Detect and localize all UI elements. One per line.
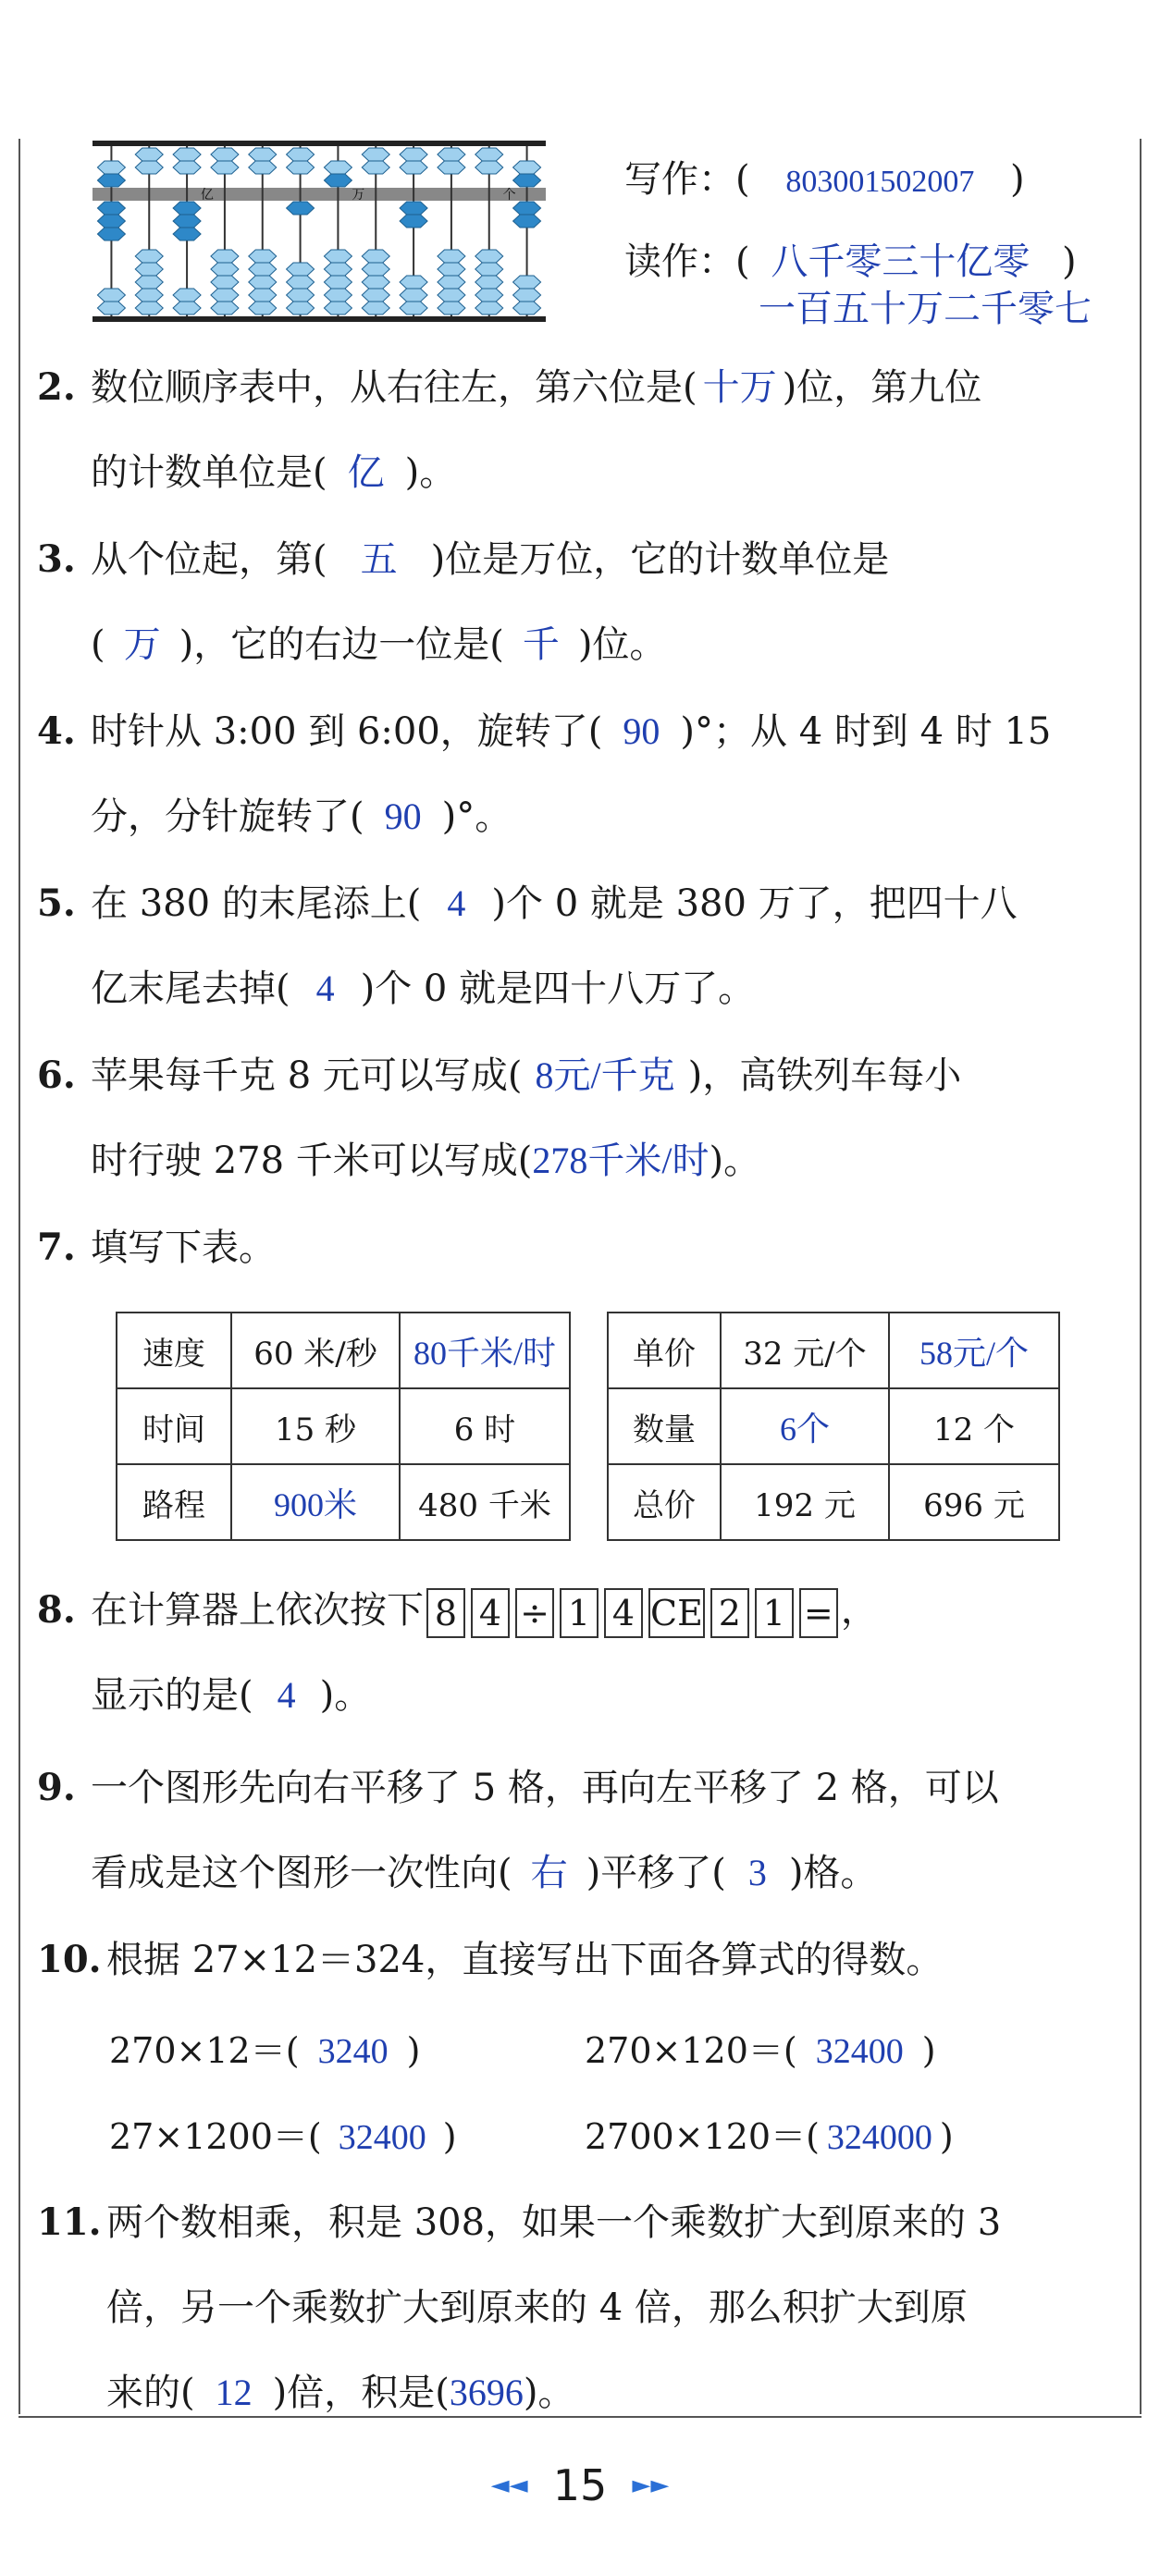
abacus-bead <box>173 148 201 161</box>
abacus-bead <box>97 215 125 228</box>
table-row: 数量 6个 12 个 <box>608 1388 1059 1464</box>
calculator-key: 4 <box>604 1588 643 1638</box>
abacus-bead <box>97 302 125 314</box>
calc-item: 270×12＝( 3240 ) <box>109 2030 421 2071</box>
abacus-bead <box>438 302 465 314</box>
calculator-key: 4 <box>471 1588 510 1638</box>
abacus-bead <box>211 250 239 263</box>
calculator-key: = <box>799 1588 838 1638</box>
abacus-bead <box>513 276 541 289</box>
abacus-bead <box>324 302 352 314</box>
calculator-key: CE <box>648 1588 705 1638</box>
abacus-bead <box>211 161 239 174</box>
q1-write-row: 写作：( 803001502007 ) <box>624 158 1025 201</box>
calc-answer: 32400 <box>338 2118 426 2157</box>
abacus-bead <box>362 161 389 174</box>
abacus-bead <box>173 215 201 228</box>
abacus-bead <box>362 276 389 289</box>
q5-answer-2: 4 <box>315 968 335 1009</box>
table-row: 时间 15 秒 6 时 <box>117 1388 570 1464</box>
abacus-bead <box>362 302 389 314</box>
abacus-bead <box>173 228 201 240</box>
question-9: 9. 一个图形先向右平移了 5 格，再向左平移了 2 格，可以 看成是这个图形一次性向( 右 )平移了( 3 )格。 <box>37 1766 999 1894</box>
abacus-bead <box>324 174 352 187</box>
bottom-rule <box>19 2416 1141 2418</box>
abacus-place-label: 万 <box>352 188 365 203</box>
q3-answer-2: 万 <box>123 623 161 665</box>
unit-price-answer: 58元/个 <box>889 1313 1059 1388</box>
q1-read-row: 读作：( 八千零三十亿零 ) <box>624 240 1077 283</box>
q4-answer-2: 90 <box>384 795 422 837</box>
q3-answer-3: 千 <box>522 623 560 665</box>
distance-answer: 900米 <box>231 1464 400 1540</box>
q4-answer-1: 90 <box>623 710 660 752</box>
abacus-bead <box>211 148 239 161</box>
abacus-bead <box>438 148 465 161</box>
abacus-bead <box>438 263 465 276</box>
abacus-bead <box>324 161 352 174</box>
table-row: 单价 32 元/个 58元/个 <box>608 1313 1059 1388</box>
q2-answer-2: 亿 <box>347 451 385 493</box>
question-5: 5. 在 380 的末尾添上( 4 )个 0 就是 380 万了，把四十八 亿末尾去掉( 4 )个 0 就是四十八万了。 <box>37 881 1018 1010</box>
calc-answer: 324000 <box>826 2118 932 2157</box>
next-arrows-icon: ►► <box>632 2471 670 2499</box>
abacus-bead <box>513 215 541 228</box>
q2-answer-1: 十万 <box>702 366 777 408</box>
abacus-bead <box>97 161 125 174</box>
table-row: 速度 60 米/秒 80千米/时 <box>117 1313 570 1388</box>
abacus-beam <box>93 188 546 201</box>
abacus-bead <box>287 302 315 314</box>
abacus-bead <box>249 250 277 263</box>
abacus-bead <box>135 276 163 289</box>
calc-item: 27×1200＝( 32400 ) <box>109 2116 457 2157</box>
abacus-bottom-bar <box>93 316 546 322</box>
abacus-bead <box>400 302 427 314</box>
calculator-key: 8 <box>426 1588 465 1638</box>
abacus-bead <box>513 289 541 302</box>
abacus-bead <box>249 302 277 314</box>
abacus-bead <box>438 161 465 174</box>
abacus-bead <box>211 289 239 302</box>
abacus-top-bar <box>93 141 546 146</box>
abacus-bead <box>135 263 163 276</box>
abacus-bead <box>135 289 163 302</box>
page-border-right <box>1140 139 1141 2414</box>
abacus-bead <box>249 148 277 161</box>
question-2: 2. 数位顺序表中，从右往左，第六位是( 十万 )位，第九位 的计数单位是( 亿 )。 <box>37 365 982 494</box>
abacus-bead <box>249 289 277 302</box>
abacus-bead <box>249 276 277 289</box>
calculator-keys <box>424 1589 841 1632</box>
price-table <box>607 1312 1060 1541</box>
abacus-bead <box>135 250 163 263</box>
calculator-key: 1 <box>755 1588 794 1638</box>
calc-answer: 3240 <box>317 2032 389 2071</box>
q5-answer-1: 4 <box>447 882 466 924</box>
abacus-bead <box>400 161 427 174</box>
abacus-bead <box>362 250 389 263</box>
q1-answers <box>624 153 1092 329</box>
abacus-bead <box>173 202 201 215</box>
abacus-bead <box>324 263 352 276</box>
calculator-key: ÷ <box>515 1588 554 1638</box>
abacus-bead <box>287 263 315 276</box>
quantity-answer: 6个 <box>721 1388 889 1464</box>
q3-answer-1: 五 <box>360 538 398 580</box>
abacus-bead <box>513 161 541 174</box>
abacus-bead <box>438 250 465 263</box>
abacus-bead <box>211 263 239 276</box>
question-11: 11. 两个数相乘，积是 308，如果一个乘数扩大到原来的 3 倍，另一个乘数扩大到原来的 4 倍，那么积扩大到原 来的( 12 )倍，积是(3696)。 <box>37 2200 1002 2414</box>
abacus-bead <box>211 276 239 289</box>
abacus-bead <box>475 289 503 302</box>
abacus-bead <box>173 289 201 302</box>
q11-answer-1: 12 <box>215 2372 253 2413</box>
q1-read-answer-line1: 八千零三十亿零 <box>771 240 1030 282</box>
abacus-bead <box>287 276 315 289</box>
abacus-bead <box>400 215 427 228</box>
question-10: 10. 根据 27×12＝324，直接写出下面各算式的得数。 <box>37 1938 944 1981</box>
page-border-left <box>19 139 20 2414</box>
question-6: 6. 苹果每千克 8 元可以写成( 8元/千克 )，高铁列车每小 时行驶 278 千米可以写成(278千米/时)。 <box>37 1054 962 1182</box>
abacus-bead <box>287 161 315 174</box>
abacus-bead <box>475 161 503 174</box>
speed-table <box>116 1312 571 1541</box>
abacus-bead <box>249 161 277 174</box>
abacus-bead <box>400 276 427 289</box>
abacus-place-label: 亿 <box>200 188 214 203</box>
abacus-bead <box>362 148 389 161</box>
abacus-bead <box>211 302 239 314</box>
abacus-bead <box>475 302 503 314</box>
abacus-bead <box>324 289 352 302</box>
speed-answer: 80千米/时 <box>400 1313 570 1388</box>
abacus-bead <box>97 202 125 215</box>
abacus-bead <box>173 161 201 174</box>
q11-answer-2: 3696 <box>449 2372 524 2413</box>
abacus-bead <box>324 276 352 289</box>
question-4: 4. 时针从 3:00 到 6:00，旋转了( 90 )°；从 4 时到 4 时 15 分，分针旋转了( 90 )°。 <box>37 709 1052 838</box>
q1-write-answer: 803001502007 <box>785 165 975 199</box>
calculator-key: 2 <box>710 1588 749 1638</box>
table-row: 总价 192 元 696 元 <box>608 1464 1059 1540</box>
question-7: 7. 填写下表。 <box>37 1226 276 1269</box>
calc-item: 2700×120＝( 324000 ) <box>585 2116 954 2157</box>
abacus-bead <box>324 250 352 263</box>
abacus-place-label: 个 <box>502 188 516 203</box>
abacus-bead <box>287 148 315 161</box>
q8-answer: 4 <box>277 1674 296 1716</box>
question-8: 8. 在计算器上依次按下 8 4 ÷ 1 4 CE 2 1 = ， 显示的是( 4 )。 <box>37 1588 878 1717</box>
calc-item: 270×120＝( 32400 ) <box>585 2030 936 2071</box>
q1-read-answer-line2: 一百五十万二千零七 <box>759 288 1092 329</box>
abacus-bead <box>400 148 427 161</box>
q9-answer-1: 右 <box>530 1852 568 1893</box>
calculator-key: 1 <box>560 1588 599 1638</box>
abacus-bead <box>400 289 427 302</box>
abacus-bead <box>287 202 315 215</box>
abacus-bead <box>475 276 503 289</box>
q9-answer-2: 3 <box>747 1852 767 1893</box>
abacus-bead <box>97 174 125 187</box>
abacus-figure <box>93 139 546 324</box>
abacus-bead <box>362 263 389 276</box>
abacus-bead <box>438 276 465 289</box>
abacus-bead <box>475 250 503 263</box>
abacus-bead <box>173 302 201 314</box>
abacus-bead <box>400 202 427 215</box>
abacus-bead <box>513 302 541 314</box>
abacus-bead <box>135 161 163 174</box>
abacus-bead <box>475 263 503 276</box>
abacus-bead <box>249 263 277 276</box>
abacus-bead <box>97 289 125 302</box>
question-3: 3. 从个位起，第( 五 )位是万位，它的计数单位是 ( 万 )，它的右边一位是( 千 )位。 <box>37 537 890 666</box>
abacus-bead <box>475 148 503 161</box>
abacus-bead <box>135 148 163 161</box>
abacus-bead <box>287 289 315 302</box>
page-number: 15 <box>552 2460 608 2510</box>
abacus-bead <box>438 289 465 302</box>
abacus-bead <box>135 302 163 314</box>
calc-answer: 32400 <box>815 2032 904 2071</box>
page-footer <box>0 2460 1160 2510</box>
abacus-bead <box>362 289 389 302</box>
q6-answer-2: 278千米/时 <box>532 1140 710 1181</box>
q6-answer-1: 8元/千克 <box>535 1054 675 1096</box>
prev-arrows-icon: ◄◄ <box>490 2471 528 2499</box>
abacus-bead <box>513 174 541 187</box>
abacus-bead <box>513 202 541 215</box>
table-row: 路程 900米 480 千米 <box>117 1464 570 1540</box>
abacus-bead <box>97 228 125 240</box>
